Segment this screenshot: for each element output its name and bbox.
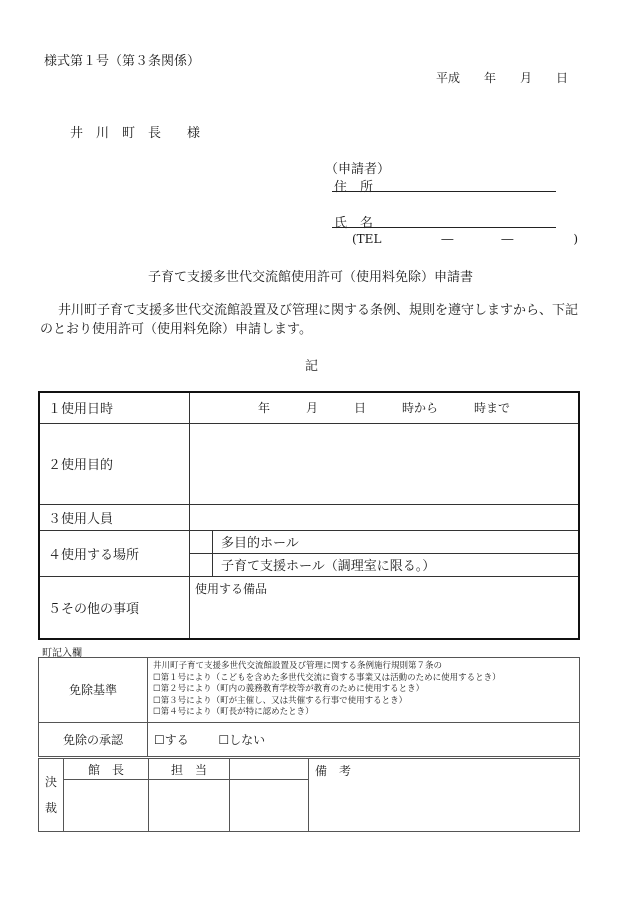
- approval-no-checkbox[interactable]: ☐しない: [218, 732, 266, 747]
- exemption-intro: 井川町子育て支援多世代交流館設置及び管理に関する条例施行規則第７条の: [153, 661, 443, 671]
- place-option-2-check[interactable]: [190, 553, 213, 576]
- place-option-2: 子育て支援ホール（調理室に限る。）: [213, 553, 580, 576]
- exemption-criteria-list: [148, 658, 580, 723]
- name-field[interactable]: [332, 212, 556, 228]
- decision-label: 決 裁: [39, 759, 64, 832]
- director-header: 館 長: [64, 759, 149, 780]
- row-other: [39, 576, 579, 639]
- exemption-option-4[interactable]: ☐第４号により（町長が特に認めたとき）: [153, 707, 314, 717]
- exemption-option-1[interactable]: ☐第１号により（こどもを含めた多世代交流に資する事業又は活動のために使用するとき）: [153, 672, 501, 683]
- purpose-label: ２使用目的: [39, 423, 190, 504]
- body-line-2: のとおり使用許可（使用料免除）申請します。: [40, 322, 312, 337]
- attendees-label: ３使用人員: [39, 504, 190, 530]
- address-field[interactable]: [332, 175, 556, 192]
- tel-field[interactable]: (TEL ― ― ): [352, 232, 579, 246]
- remarks-label: 備 考: [315, 764, 352, 778]
- other-field[interactable]: 使用する備品: [190, 576, 580, 639]
- address-label: 住 所: [334, 180, 374, 195]
- attendees-field[interactable]: [190, 504, 580, 530]
- application-table: [38, 391, 580, 640]
- row-attendees: [39, 504, 579, 530]
- exemption-option-3[interactable]: ☐第３号により（町が主催し、又は共催する行事で使用するとき）: [153, 695, 408, 706]
- applicant-heading: （申請者）: [325, 162, 391, 177]
- row-purpose: [39, 423, 579, 504]
- ki-heading: 記: [305, 359, 319, 374]
- place-option-1-check[interactable]: [190, 530, 213, 553]
- other-label: ５その他の事項: [39, 576, 190, 639]
- name-label: 氏 名: [334, 216, 374, 231]
- row-exemption-approval: [39, 722, 580, 756]
- row-exemption-criteria: [39, 658, 580, 723]
- row-place-1: [39, 530, 579, 553]
- town-entry-table: [38, 657, 580, 757]
- director-stamp-box[interactable]: [64, 780, 149, 832]
- staff-stamp-box[interactable]: [149, 780, 230, 832]
- body-line-1: 井川町子育て支援多世代交流館設置及び管理に関する条例、規則を遵守しますから、下記: [58, 303, 579, 318]
- exemption-criteria-label: 免除基準: [39, 658, 148, 723]
- approval-options: [148, 722, 580, 756]
- extra-stamp-box[interactable]: [230, 780, 309, 832]
- remarks-cell[interactable]: [309, 759, 580, 832]
- place-label: ４使用する場所: [39, 530, 190, 576]
- exemption-option-2[interactable]: ☐第２号により（町内の義務教育学校等が教育のために使用するとき）: [153, 684, 425, 694]
- town-section-heading: 町記入欄: [42, 648, 82, 659]
- addressee: 井 川 町 長 様: [70, 126, 201, 141]
- usage-datetime-label: １使用日時: [39, 392, 190, 423]
- document-title: 子育て支援多世代交流館使用許可（使用料免除）申請書: [148, 270, 474, 285]
- decision-header-row: [39, 759, 580, 780]
- place-option-1: 多目的ホール: [213, 530, 580, 553]
- staff-header: 担 当: [149, 759, 230, 780]
- purpose-field[interactable]: [190, 423, 580, 504]
- approval-label: 免除の承認: [39, 722, 148, 756]
- usage-datetime-field[interactable]: 年 月 日 時から 時まで: [190, 392, 580, 423]
- decision-table: [38, 758, 580, 832]
- form-number: 様式第１号（第３条関係）: [44, 54, 201, 69]
- approval-yes-checkbox[interactable]: ☐する: [154, 732, 189, 747]
- row-usage-datetime: [39, 392, 579, 423]
- extra-header: [230, 759, 309, 780]
- date-line: 平成 年 月 日: [436, 71, 569, 85]
